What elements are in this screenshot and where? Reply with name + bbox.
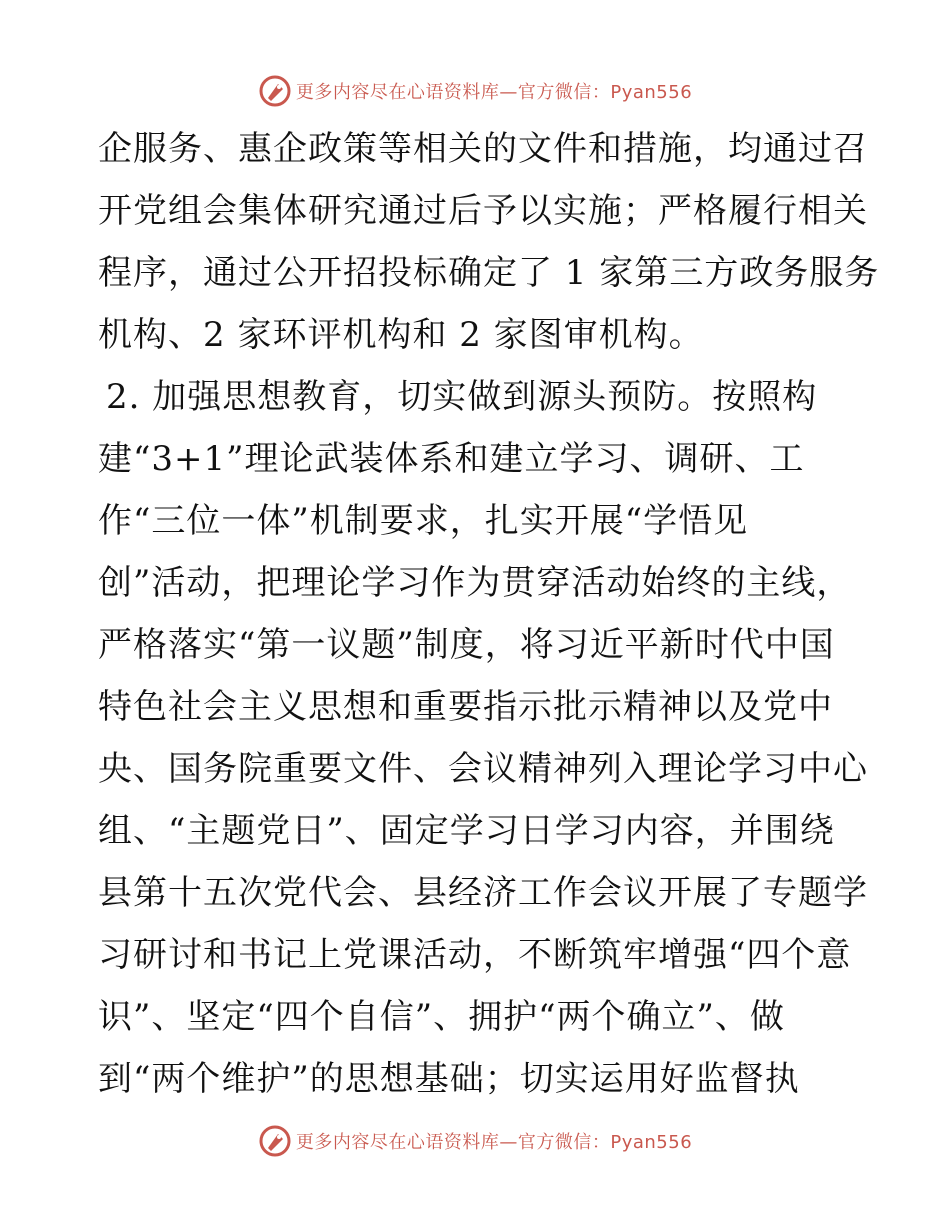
text-line: 企服务、惠企政策等相关的文件和措施，均通过召 xyxy=(98,129,868,169)
text-line: 到“两个维护”的思想基础；切实运用好监督执 xyxy=(98,1059,800,1099)
text-line: 创”活动，把理论学习作为贯穿活动始终的主线， xyxy=(98,563,852,603)
pen-nib-circle-icon xyxy=(258,1124,292,1158)
paragraph-2 xyxy=(98,366,868,1110)
paragraph-1 xyxy=(98,118,880,366)
text-line: 特色社会主义思想和重要指示批示精神以及党中 xyxy=(98,687,833,727)
pen-nib-circle-icon xyxy=(258,74,292,108)
section-heading-line: 2. 加强思想教育，切实做到源头预防。按照构 xyxy=(106,377,818,417)
text-line: 机构、2 家环评机构和 2 家图审机构。 xyxy=(98,315,704,355)
footer-watermark xyxy=(0,1124,950,1158)
text-line: 县第十五次党代会、县经济工作会议开展了专题学 xyxy=(98,873,868,913)
text-line: 建“3+1”理论武装体系和建立学习、调研、工 xyxy=(98,439,805,479)
watermark-text: 更多内容尽在心语资料库—官方微信：Pyan556 xyxy=(295,82,693,103)
text-line: 组、“主题党日”、固定学习日学习内容，并围绕 xyxy=(98,811,835,851)
text-line: 作“三位一体”机制要求，扎实开展“学悟见 xyxy=(98,501,749,541)
text-line: 开党组会集体研究通过后予以实施；严格履行相关 xyxy=(98,191,868,231)
header-watermark xyxy=(0,74,950,108)
text-line: 习研讨和书记上党课活动，不断筑牢增强“四个意 xyxy=(98,935,852,975)
text-line: 程序，通过公开招投标确定了 1 家第三方政务服务 xyxy=(98,253,880,293)
text-line: 央、国务院重要文件、会议精神列入理论学习中心 xyxy=(98,749,868,789)
text-line: 识”、坚定“四个自信”、拥护“两个确立”、做 xyxy=(98,997,785,1037)
text-line: 严格落实“第一议题”制度，将习近平新时代中国 xyxy=(98,625,835,665)
watermark-text: 更多内容尽在心语资料库—官方微信：Pyan556 xyxy=(295,1132,693,1153)
